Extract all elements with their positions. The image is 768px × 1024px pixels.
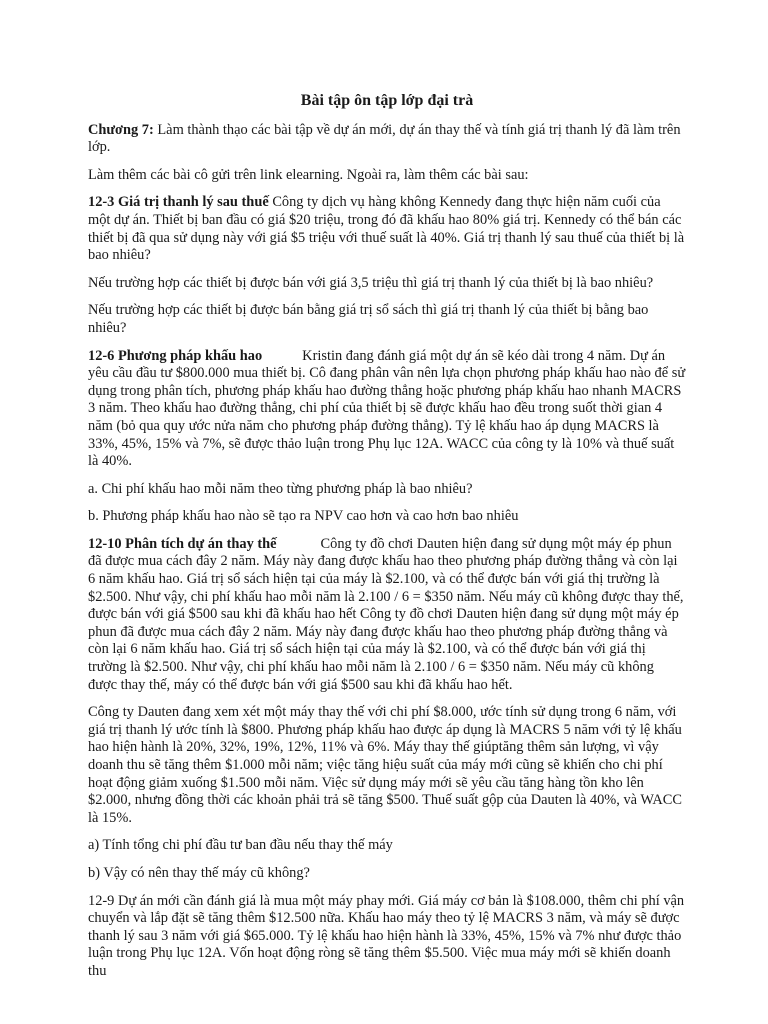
problem-12-3-heading: 12-3 Giá trị thanh lý sau thuế	[88, 194, 269, 211]
extra-note: Làm thêm các bài cô gửi trên link elearning. Ngoài ra, làm thêm các bài sau:	[88, 166, 529, 183]
problem-12-10-body: Công ty đồ chơi Dauten hiện đang sử dụng một máy ép phun đã được mua cách đây 2 năm. Máy này đang được khấu hao theo phương pháp đường thẳng và còn lại 6 năm khấu hao. Giá trị sổ sách hiện tại của máy là $2.100, và có thể được bán với giá thị trường là $2.500. Như vậy, chi phí khấu hao mỗi năm là 2.100 / 6 = $350 năm. Nếu máy cũ không được thay thế, được bán với giá $500 sau khi đã khấu hao hết Công ty đồ chơi Dauten hiện đang sử dụng một máy ép phun đã được mua cách đây 2 năm. Máy này đang được khấu hao theo phương pháp đường thẳng và còn lại 6 năm khấu hao. Giá trị sổ sách hiện tại của máy là $2.100, và có thể được bán với giá thị trường là $2.500. Như vậy, chi phí khấu hao mỗi năm là 2.100 / 6 = $350 năm. Nếu máy cũ không được thay thế, máy có thể được bán với giá $500 sau khi đã khấu hao hết.	[88, 535, 684, 693]
chapter-label: Chương 7:	[88, 121, 154, 138]
page-title: Bài tập ôn tập lớp đại trà	[300, 92, 474, 109]
problem-12-3-body: Công ty dịch vụ hàng không Kennedy đang thực hiện năm cuối của một dự án. Thiết bị ban đầu có giá $20 triệu, trong đó đã khấu hao 80% giá trị. Kennedy có thể bán các thiết bị đã qua sử dụng này với giá $5 triệu với thuế suất là 40%. Giá trị thanh lý sau thuế của thiết bị là bao nhiêu?	[88, 194, 685, 264]
problem-12-9: 12-9 Dự án mới cần đánh giá là mua một máy phay mới. Giá máy cơ bản là $108.000, thêm chi phí vận chuyển và lắp đặt sẽ tăng thêm $12.500 nữa. Khấu hao máy theo tỷ lệ MACRS 3 năm, và máy sẽ được thanh lý sau 3 năm với giá $65.000. Tỷ lệ khấu hao hiện hành là 33%, 45%, 15% và 7% như được thảo luận trong Phụ lục 12A. Vốn hoạt động ròng sẽ tăng thêm $5.500. Việc mua máy mới sẽ khiến doanh thu	[88, 892, 685, 979]
chapter-text: Làm thành thạo các bài tập về dự án mới, dự án thay thế và tính giá trị thanh lý đã làm trên lớp.	[88, 121, 681, 156]
problem-12-6-question-a: a. Chi phí khấu hao mỗi năm theo từng phương pháp là bao nhiêu?	[88, 480, 473, 497]
problem-12-3-question-2: Nếu trường hợp các thiết bị được bán bằng giá trị sổ sách thì giá trị thanh lý của thiết bị bằng bao nhiêu?	[88, 302, 649, 336]
problem-12-6	[88, 348, 686, 471]
problem-12-6-body: Kristin đang đánh giá một dự án sẽ kéo dài trong 4 năm. Dự án yêu cầu đầu tư $800.000 mua thiết bị. Cô đang phân vân nên lựa chọn phương pháp khấu hao nào để sử dụng trong phân tích, phương pháp khấu hao đường thẳng hoặc phương pháp khấu hao nhanh MACRS 3 năm. Theo khấu hao đường thẳng, chi phí của thiết bị sẽ được khấu hao đều trong suốt thời gian 4 năm (bỏ qua quy ước nửa năm cho phương pháp đường thẳng). Tỷ lệ khấu hao áp dụng MACRS là 33%, 45%, 15% và 7%, sẽ được thảo luận trong Phụ lục 12A. WACC của công ty là 10% và thuế suất là 40%.	[88, 347, 686, 470]
problem-12-6-question-b: b. Phương pháp khấu hao nào sẽ tạo ra NPV cao hơn và cao hơn bao nhiêu	[88, 508, 519, 525]
problem-12-10-question-a: a) Tính tổng chi phí đầu tư ban đầu nếu thay thế máy	[88, 837, 393, 854]
problem-12-10-body-2: Công ty Dauten đang xem xét một máy thay thế với chi phí $8.000, ước tính sử dụng trong 6 năm, với giá trị thanh lý ước tính là $800. Phương pháp khấu hao được áp dụng là MACRS 5 năm với tỷ lệ khấu hao hiện hành là 20%, 32%, 19%, 12%, 11% và 6%. Máy thay thế giúptăng thêm sản lượng, vì vậy doanh thu sẽ tăng thêm $1.000 mỗi năm; việc tăng hiệu suất của máy mới cũng sẽ khiến cho chi phí hoạt động giảm xuống $1.500 mỗi năm. Việc sử dụng máy mới sẽ yêu cầu tăng hàng tồn kho lên $2.000, nhưng đồng thời các khoản phải trả sẽ tăng $500. Thuế suất gộp của Dauten là 40%, và WACC là 15%.	[88, 704, 682, 826]
chapter-intro	[88, 122, 686, 157]
problem-12-6-heading: 12-6 Phương pháp khấu hao	[88, 347, 263, 364]
problem-12-10	[88, 536, 686, 694]
problem-12-10-question-b: b) Vậy có nên thay thế máy cũ không?	[88, 864, 310, 881]
problem-12-3-question-1: Nếu trường hợp các thiết bị được bán với giá 3,5 triệu thì giá trị thanh lý của thiết bị là bao nhiêu?	[88, 274, 654, 291]
problem-12-3	[88, 194, 686, 264]
problem-12-10-heading: 12-10 Phân tích dự án thay thế	[88, 535, 277, 552]
